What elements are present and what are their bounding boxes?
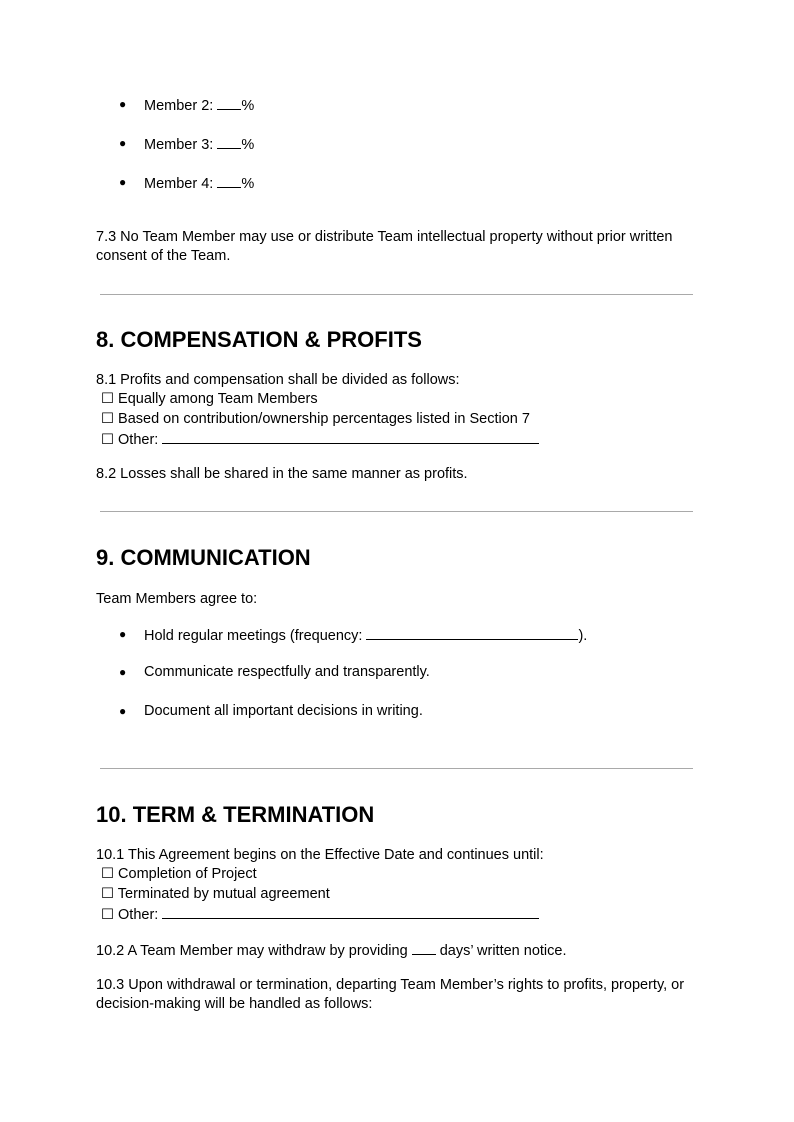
option-other-label: ☐ Other: — [101, 432, 163, 448]
blank-line — [217, 134, 241, 149]
bullet-icon: ● — [119, 136, 127, 150]
meetings-text: Hold regular meetings (frequency: — [144, 628, 367, 644]
percent-suffix: % — [241, 176, 255, 192]
option-other-label: ☐ Other: — [101, 907, 163, 923]
member-label: Member 2: — [144, 98, 218, 114]
days-blank-line — [412, 940, 436, 955]
clause-10-2 — [96, 940, 706, 961]
option-mutual-checkbox[interactable]: ☐ Terminated by mutual agreement — [101, 886, 330, 902]
list-item-member-4 — [144, 173, 254, 194]
clause-8-1: 8.1 Profits and compensation shall be divided as follows: — [96, 372, 460, 388]
section-divider — [100, 294, 693, 295]
list-item-document: Document all important decisions in writing. — [144, 703, 423, 719]
bullet-icon: ● — [119, 175, 127, 189]
option-completion-checkbox[interactable]: ☐ Completion of Project — [101, 866, 257, 882]
blank-line — [217, 173, 241, 188]
section-divider — [100, 768, 693, 769]
other-blank-line — [162, 904, 539, 919]
clause-7-3: 7.3 No Team Member may use or distribute Team intellectual property without prior written consent of the Team. — [96, 229, 673, 264]
member-label: Member 4: — [144, 176, 218, 192]
percent-suffix: % — [241, 137, 255, 153]
percent-suffix: % — [241, 98, 255, 114]
communication-intro: Team Members agree to: — [96, 591, 258, 607]
clause-8-2: 8.2 Losses shall be shared in the same manner as profits. — [96, 466, 468, 482]
option-other-checkbox[interactable] — [101, 904, 539, 926]
list-item-meetings — [144, 625, 587, 646]
clause-10-3: 10.3 Upon withdrawal or termination, departing Team Member’s rights to profits, property, or decision-making will be handled as follows: — [96, 977, 685, 1012]
section-divider — [100, 511, 693, 512]
blank-line — [217, 95, 241, 110]
meetings-suffix: ). — [578, 628, 588, 644]
list-item-member-3 — [144, 134, 254, 155]
clause-10-1: 10.1 This Agreement begins on the Effective Date and continues until: — [96, 847, 544, 863]
section-9-heading: 9. COMMUNICATION — [96, 545, 311, 570]
list-item-communicate: Communicate respectfully and transparently. — [144, 664, 430, 680]
option-equally-checkbox[interactable]: ☐ Equally among Team Members — [101, 391, 318, 407]
member-label: Member 3: — [144, 137, 218, 153]
other-blank-line — [162, 429, 539, 444]
option-other-checkbox[interactable] — [101, 429, 539, 451]
bullet-icon: ● — [119, 97, 127, 111]
bullet-icon: ● — [119, 665, 127, 679]
section-10-heading: 10. TERM & TERMINATION — [96, 802, 375, 827]
clause-10-2-suffix: days’ written notice. — [435, 943, 567, 959]
option-contribution-checkbox[interactable]: ☐ Based on contribution/ownership percentages listed in Section 7 — [101, 411, 530, 427]
frequency-blank-line — [366, 625, 578, 640]
clause-10-2-text: 10.2 A Team Member may withdraw by providing — [96, 943, 412, 959]
list-item-member-2 — [144, 95, 254, 116]
bullet-icon: ● — [119, 627, 127, 641]
bullet-icon: ● — [119, 704, 127, 718]
section-8-heading: 8. COMPENSATION & PROFITS — [96, 327, 422, 352]
